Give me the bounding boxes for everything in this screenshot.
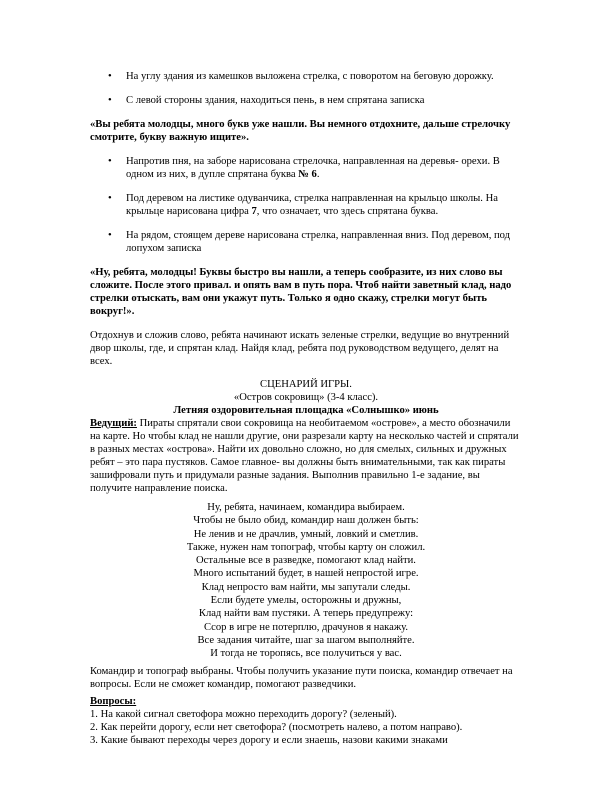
poem-line: Все задания читайте, шаг за шагом выполняйте.: [197, 634, 415, 646]
bullet-icon: •: [108, 71, 112, 82]
poem: [90, 501, 522, 661]
poem-line: Клад непросто вам найти, мы запутали следы.: [201, 581, 411, 593]
poem-line: Если будете умелы, осторожны и дружны,: [210, 595, 402, 607]
list-item: • Напротив пня, на заборе нарисована стрелочка, направленная на деревья- орехи. В одном из них, в дупле спрятана буква № 6.: [108, 156, 500, 180]
bullet-icon: •: [108, 193, 112, 204]
poem-line: И тогда не торопясь, все получиться у вас.: [210, 648, 402, 660]
poem-line: Клад найти вам пустяки. А теперь предупрежу:: [198, 608, 414, 620]
question-item: 3. Какие бывают переходы через дорогу и если знаешь, назови какими знаками: [90, 734, 448, 746]
bullet-list-middle: [90, 155, 522, 255]
scenario-title: СЦЕНАРИЙ ИГРЫ.: [260, 379, 352, 390]
bullet-icon: •: [108, 95, 112, 106]
list-item: • С левой стороны здания, находиться пень, в нем спрятана записка: [108, 95, 425, 106]
scenario-venue: Летняя оздоровительная площадка «Солнышко» июнь: [173, 405, 439, 416]
bullet-icon: •: [108, 156, 112, 167]
question-item: 2. Как перейти дорогу, если нет светофора? (посмотреть налево, а потом направо).: [90, 721, 463, 733]
bullet-list-top: [90, 70, 522, 107]
list-item: • Под деревом на листике одуванчика, стрелка направленная на крыльцо школы. На крыльце нарисована цифра 7, что означает, что здесь спрятана буква.: [108, 193, 498, 217]
poem-line: Много испытаний будет, в нашей непростой игре.: [193, 568, 419, 580]
host-paragraph: Ведущий: Пираты спрятали свои сокровища на необитаемом «острове», а место обозначили на карте. Но чтобы клад не нашли другие, они разрезали карту на несколько частей и спрятали в разных местах «острова». Найти их довольно сложно, но для смелых, сильных и дружных ребят – это пара пустяков. Самое главное- вы должны быть внимательными, так как пираты зашифровали путь и придумали разные задания. Выполнив правильно 1-е задание, вы получите направление поиска.: [90, 418, 519, 494]
poem-line: Чтобы не было обид, командир наш должен быть:: [193, 515, 419, 527]
bold-paragraph: «Ну, ребята, молодцы! Буквы быстро вы нашли, а теперь сообразите, из них слово вы сложите. После этого привал. и опять вам в путь пора. Чтоб найти заветный клад, надо стрелки отыскать, вам они укажут путь. Только я одно скажу, стрелки могут быть вокруг!».: [90, 267, 512, 317]
poem-line: Остальные все в разведке, помогают клад найти.: [196, 555, 416, 567]
scenario-subtitle: «Остров сокровищ» (3-4 класс).: [233, 392, 379, 403]
bullet-icon: •: [108, 230, 112, 241]
question-item: 1. На какой сигнал светофора можно переходить дорогу? (зеленый).: [90, 708, 397, 720]
poem-line: Ну, ребята, начинаем, командира выбираем.: [207, 502, 405, 513]
poem-line: Ссор в игре не потерплю, драчунов я накажу.: [203, 621, 409, 633]
list-item: • На углу здания из камешков выложена стрелка, с поворотом на беговую дорожку.: [108, 71, 494, 82]
questions-label: Вопросы:: [90, 695, 137, 707]
bold-paragraph: «Вы ребята молодцы, много букв уже нашли. Вы немного отдохните, дальше стрелочку смотрите, букву важную ищите».: [90, 119, 511, 143]
document-content: [90, 70, 522, 747]
poem-line: Также, нужен нам топограф, чтобы карту он сложил.: [186, 541, 426, 553]
poem-line: Не ленив и не драчлив, умный, ловкий и сметлив.: [193, 528, 419, 540]
host-label: Ведущий:: [90, 418, 137, 429]
paragraph: Отдохнув и сложив слово, ребята начинают искать зеленые стрелки, ведущие во внутренний двор школы, где, и спрятан клад. Найдя клад, ребята под руководством ведущего, делят на всех.: [90, 330, 510, 367]
paragraph: Командир и топограф выбраны. Чтобы получить указание пути поиска, командир отвечает на вопросы. Если не сможет командир, помогают разведчики.: [90, 665, 513, 690]
list-item: • На рядом, стоящем дереве нарисована стрелка, направленная вниз. Под деревом, под лопухом записка: [108, 230, 511, 254]
